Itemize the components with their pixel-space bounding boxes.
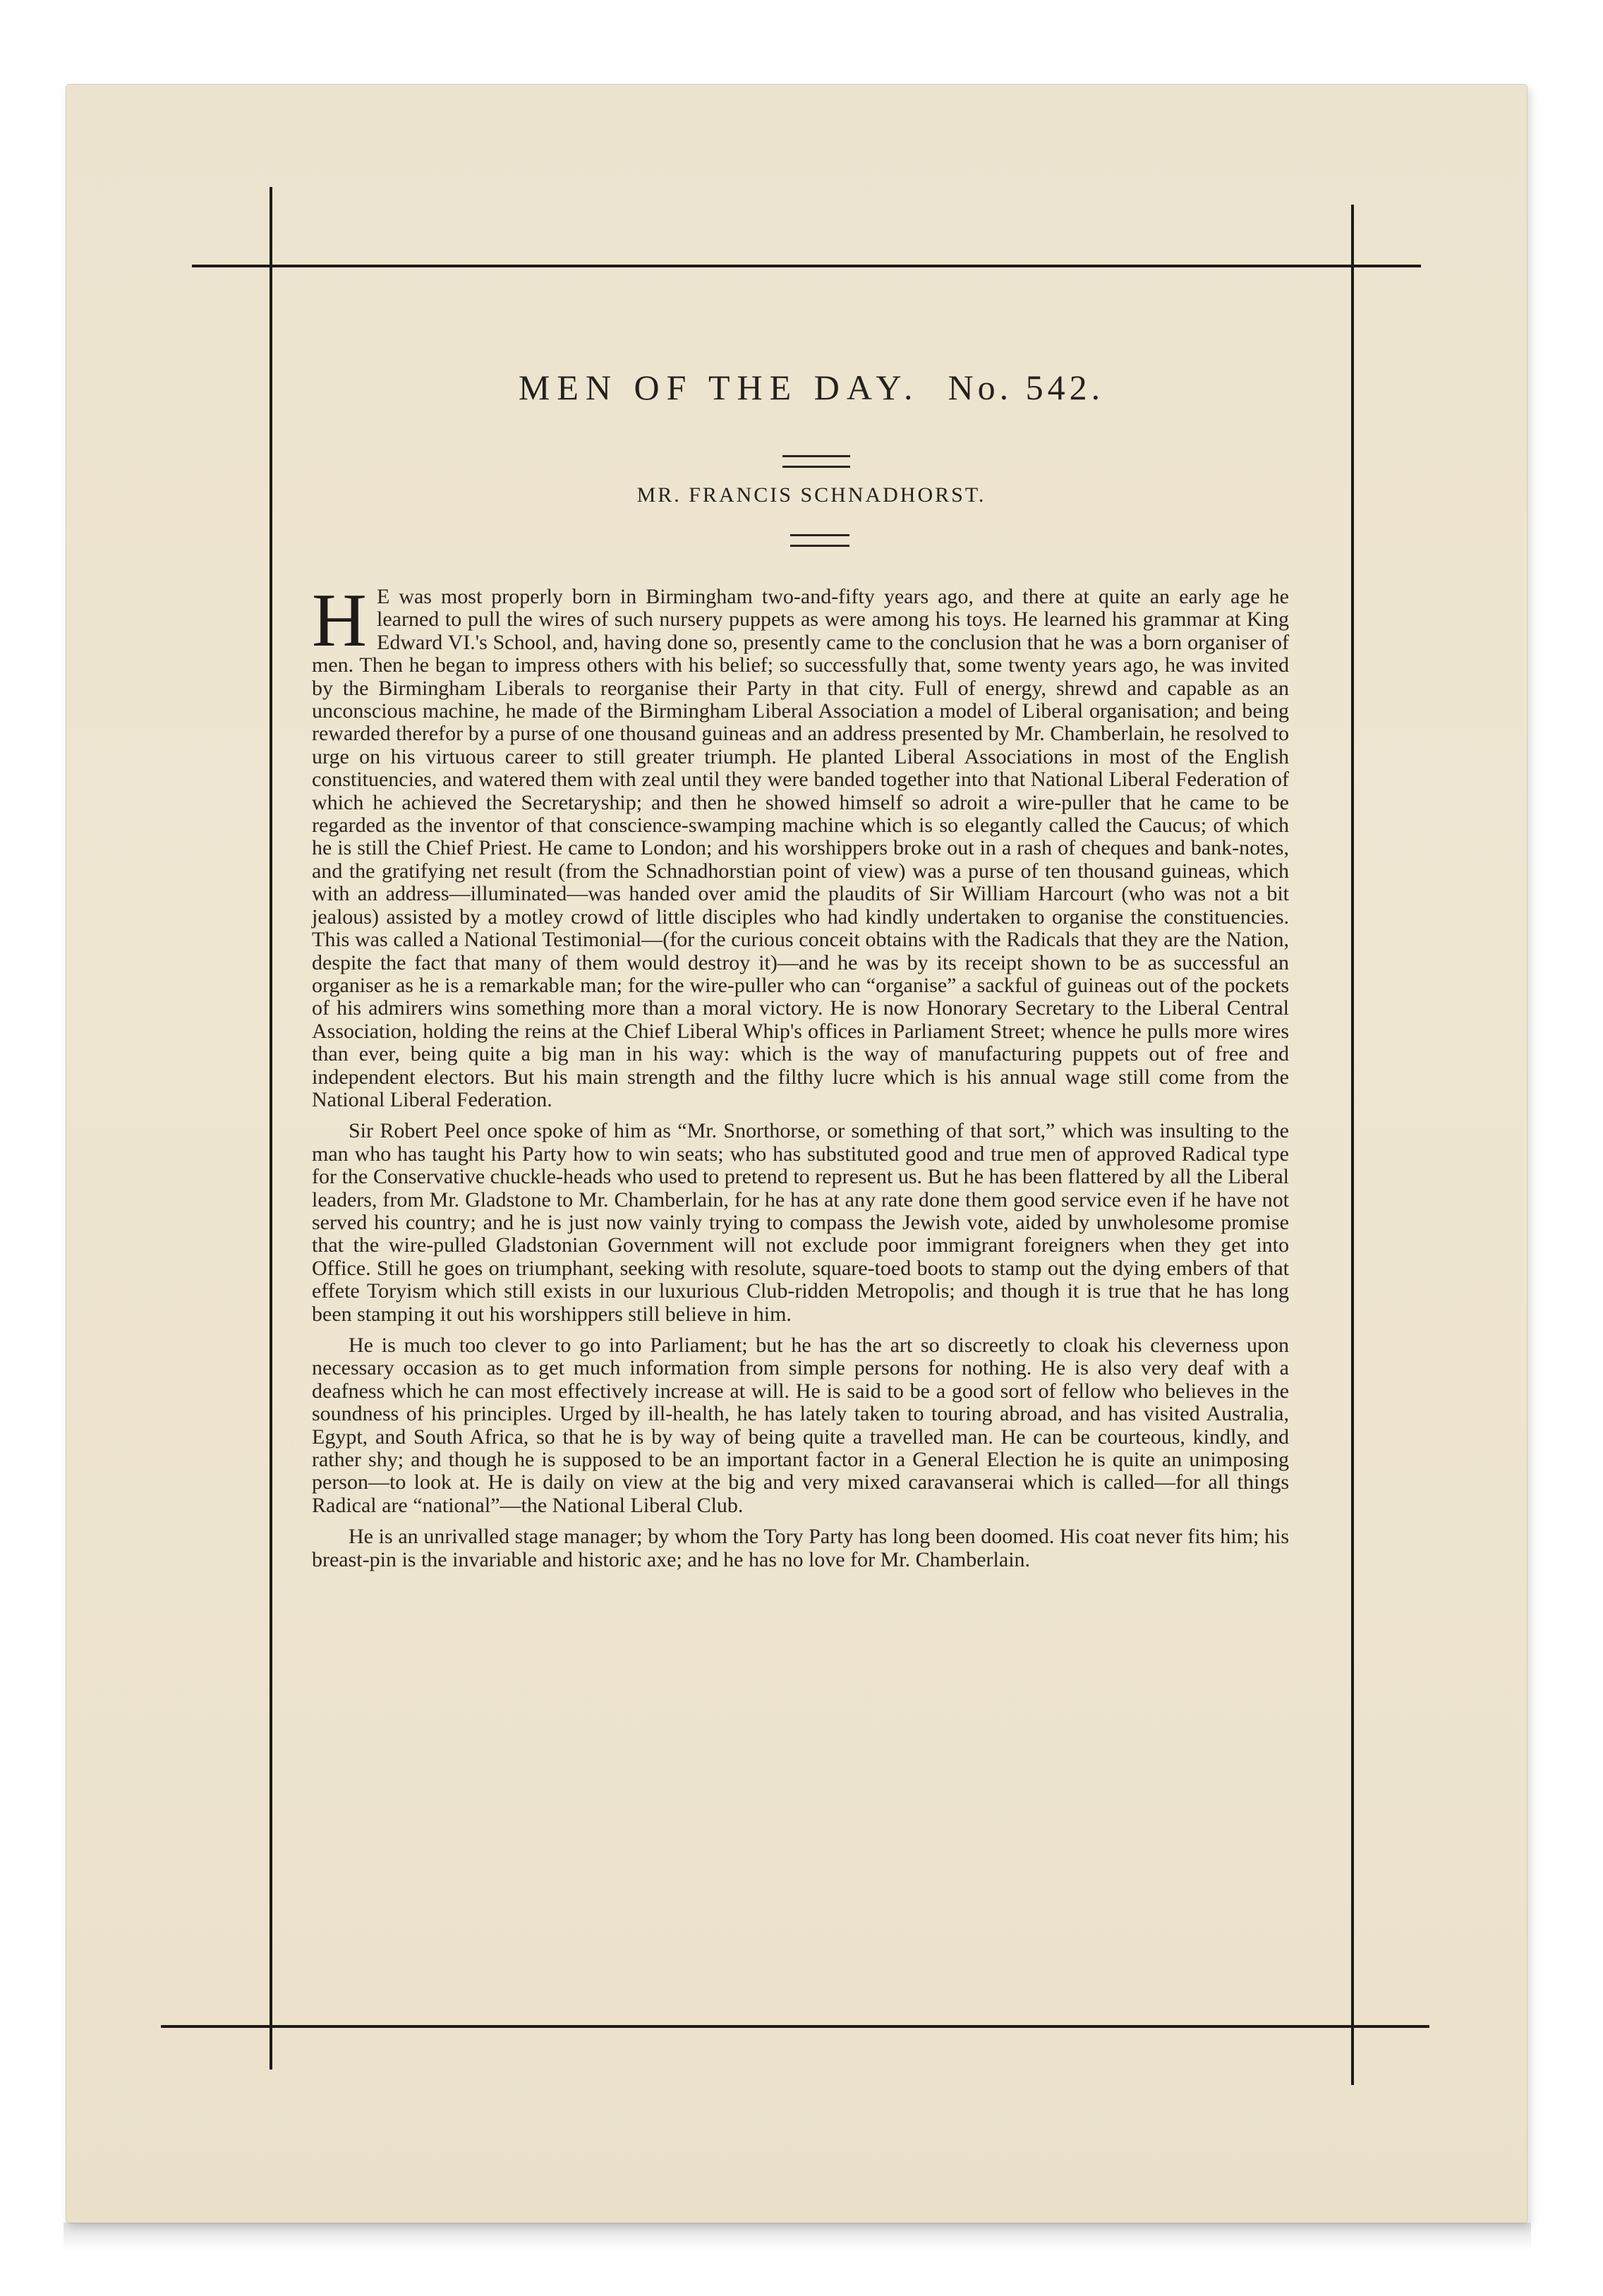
page-title xyxy=(268,367,1355,408)
article-paragraph-4: He is an unrivalled stage manager; by whom the Tory Party has long been doomed. His coat never fits him; his breast-pin is the invariable and historic axe; and he has no love for Mr. Chamberlain. xyxy=(312,1525,1289,1571)
subject-divider xyxy=(790,534,849,547)
border-rule-bottom xyxy=(161,2025,1429,2028)
paper-shadow xyxy=(63,2223,1531,2251)
paragraph-text: E was most properly born in Birmingham two-and-fifty years ago, and there at quite an early age he learned to pull the wires of such nursery puppets as were among his toys. He learned his grammar at King Edward VI.'s School, and, having done so, presently came to the conclusion that he was a born organiser of men. Then he began to impress others with his belief; so successfully that, some twenty years ago, he was invited by the Birmingham Liberals to reorganise their Party in that city. Full of energy, shrewd and capable as an unconscious machine, he made of the Birmingham Liberal Association a model of Liberal organisation; and being rewarded therefor by a purse of one thousand guineas and an address presented by Mr. Chamberlain, he resolved to urge on his virtuous career to still greater triumph. He planted Liberal Associations in most of the English constituencies, and watered them with zeal until they were banded together into that National Liberal Federation of which he achieved the Secretaryship; and then he showed himself so adroit a wire-puller that he came to be regarded as the inventor of that conscience-swamping machine which is so elegantly called the Caucus; of which he is still the Chief Priest. He came to London; and his worshippers broke out in a rash of cheques and bank-notes, and the gratifying net result (from the Schnadhorstian point of view) was a purse of ten thousand guineas, which with an address—illuminated—was handed over amid the plaudits of Sir William Harcourt (who was not a bit jealous) assisted by a motley crowd of little disciples who had kindly undertaken to organise the constituencies. This was called a National Testimonial—(for the curious conceit obtains with the Radicals that they are the Nation, despite the fact that many of them would destroy it)—and he was by its receipt shown to be as successful an organiser as he is a remarkable man; for the wire-puller who can “organise” a sackful of guineas out of the pockets of his admirers wins something more than a moral victory. He is now Honorary Secretary to the Liberal Central Association, holding the reins at the Chief Liberal Whip's offices in Parliament Street; whence he pulls more wires than ever, being quite a big man in his way: which is the way of manufacturing puppets out of free and independent electors. But his main strength and the filthy lucre which is his annual wage still come from the National Liberal Federation. xyxy=(312,585,1289,1111)
border-rule-top xyxy=(192,265,1421,267)
border-rule-left xyxy=(270,187,272,2070)
subject-name: MR. FRANCIS SCHNADHORST. xyxy=(636,483,986,507)
article-paragraph-2: Sir Robert Peel once spoke of him as “Mr. Snorthorse, or something of that sort,” which was insulting to the man who has taught his Party how to win seats; who has substituted good and true men of approved Radical type for the Conservative chuckle-heads who used to pretend to represent us. But he has been flattered by all the Liberal leaders, from Mr. Gladstone to Mr. Chamberlain, for he has at any rate done them good service even if he have not served his country; and he is just now vainly trying to compass the Jewish vote, aided by unwholesome promise that the wire-pulled Gladstonian Government will not exclude poor immigrant foreigners when they get into Office. Still he goes on triumphant, seeking with resolute, square-toed boots to stamp out the dying embers of that effete Toryism which still exists in our luxurious Club-ridden Metropolis; and though it is true that he has long been stamping it out his worshippers still believe in him. xyxy=(312,1119,1289,1326)
article-paragraph-1 xyxy=(312,579,1289,1111)
issue-number: No. 542. xyxy=(948,368,1105,407)
drop-cap: H xyxy=(312,579,367,663)
title-divider xyxy=(782,455,850,468)
series-title: MEN OF THE DAY. xyxy=(518,368,920,407)
article-body xyxy=(312,579,1289,1580)
article-paragraph-3: He is much too clever to go into Parliament; but he has the art so discreetly to cloak his cleverness upon necessary occasion as to get much information from simple persons for nothing. He is also very deaf with a deafness which he can most effectively increase at will. He is said to be a good sort of fellow who believes in the soundness of his principles. Urged by ill-health, he has lately taken to touring abroad, and has visited Australia, Egypt, and South Africa, so that he is by way of being quite a travelled man. He can be courteous, kindly, and rather shy; and though he is supposed to be an important factor in a General Election he is quite an unimposing person—to look at. He is daily on view at the big and very mixed caravanserai which is called—for all things Radical are “national”—the National Liberal Club. xyxy=(312,1334,1289,1517)
